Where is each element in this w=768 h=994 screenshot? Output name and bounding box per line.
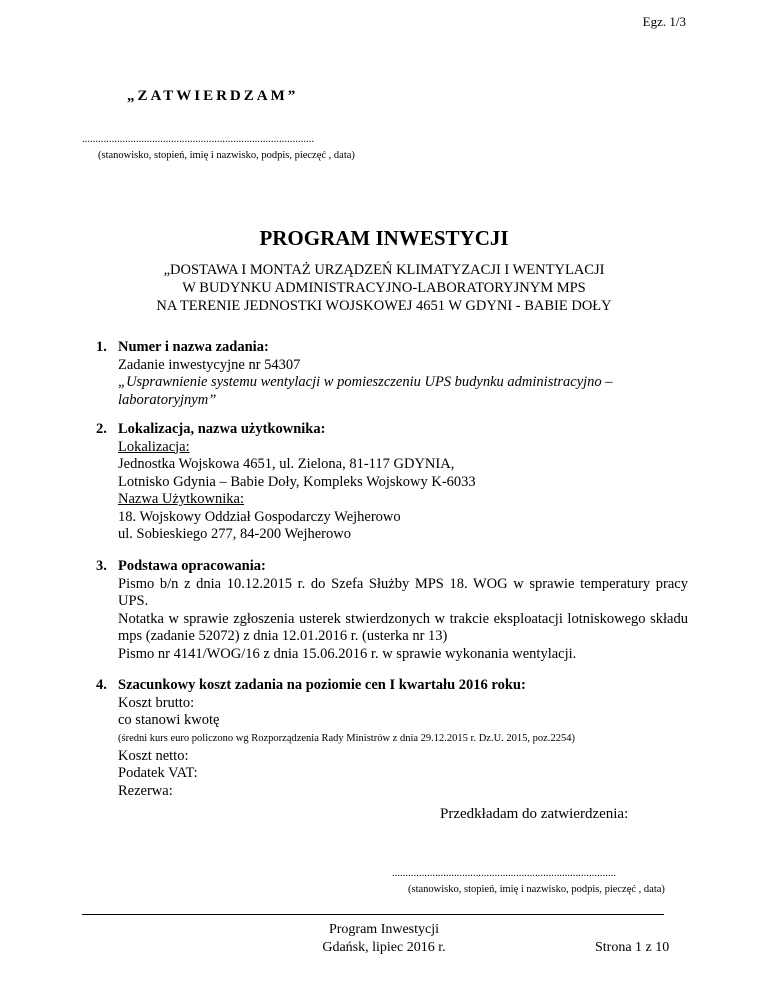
section-heading: Lokalizacja, nazwa użytkownika:	[118, 421, 326, 437]
submit-for-approval: Przedkładam do zatwierdzenia:	[440, 806, 629, 822]
page-number: Strona 1 z 10	[595, 940, 670, 955]
document-title: PROGRAM INWESTYCJI	[259, 226, 509, 250]
section-number: 2.	[96, 421, 107, 437]
section-cost	[96, 677, 688, 800]
section-heading: Podstawa opracowania:	[118, 558, 266, 574]
task-number: Zadanie inwestycyjne nr 54307	[118, 356, 301, 373]
footer-divider	[82, 914, 664, 915]
subtitle-line: „DOSTAWA I MONTAŻ URZĄDZEŃ KLIMATYZACJI I WENTYLACJI	[163, 262, 605, 278]
section-basis	[96, 558, 688, 663]
footer-title: Program Inwestycji	[328, 922, 440, 937]
location-label: Lokalizacja:	[118, 438, 190, 455]
copy-number: Egz. 1/3	[642, 14, 686, 29]
location-line: Jednostka Wojskowa 4651, ul. Zielona, 81-117 GDYNIA,	[118, 456, 455, 472]
user-line: 18. Wojskowy Oddział Gospodarczy Wejherowo	[118, 508, 401, 525]
exchange-rate-note: (średni kurs euro policzono wg Rozporządzenia Rady Ministrów z dnia 29.12.2015 r. Dz.U. 2015, poz.2254)	[118, 732, 575, 744]
footer-date: Gdańsk, lipiec 2016 r.	[322, 940, 446, 955]
signature-line: ...................................................................................	[392, 868, 617, 879]
section-heading: Szacunkowy koszt zadania na poziomie cen I kwartału 2016 roku:	[118, 677, 526, 693]
section-number: 1.	[96, 339, 107, 355]
subtitle-line: NA TERENIE JEDNOSTKI WOJSKOWEJ 4651 W GDYNI - BABIE DOŁY	[156, 298, 612, 314]
amount-label: co stanowi kwotę	[118, 712, 220, 728]
gross-cost-label: Koszt brutto:	[118, 694, 195, 711]
signature-line: ......................................................................................	[82, 134, 315, 145]
basis-item: Pismo b/n z dnia 10.12.2015 r. do Szefa Służby MPS 18. WOG w sprawie temperatury pracy UPS.	[118, 575, 688, 609]
user-line: ul. Sobieskiego 277, 84-200 Wejherowo	[118, 526, 351, 542]
net-cost-label: Koszt netto:	[118, 747, 189, 764]
basis-item: Pismo nr 4141/WOG/16 z dnia 15.06.2016 r. w sprawie wykonania wentylacji.	[118, 645, 577, 662]
section-heading: Numer i nazwa zadania:	[118, 339, 269, 355]
section-number: 4.	[96, 677, 107, 693]
basis-item: Notatka w sprawie zgłoszenia usterek stwierdzonych w trakcie eksploatacji lotniskowego składu mps (zadanie 52072) z dnia 12.01.2016 r. (usterka nr 13)	[118, 610, 688, 644]
subtitle-line: W BUDYNKU ADMINISTRACYJNO-LABORATORYJNYM MPS	[182, 280, 586, 296]
section-number: 3.	[96, 558, 107, 574]
approval-heading: „ZATWIERDZAM”	[127, 88, 299, 104]
task-name: „Usprawnienie systemu wentylacji w pomieszczeniu UPS budynku administracyjno – laboratoryjnym”	[118, 374, 613, 408]
section-task	[96, 339, 688, 409]
location-line: Lotnisko Gdynia – Babie Doły, Kompleks Wojskowy K-6033	[118, 473, 476, 490]
user-label: Nazwa Użytkownika:	[118, 491, 245, 507]
document-subtitle	[0, 261, 768, 315]
signature-caption: (stanowisko, stopień, imię i nazwisko, podpis, pieczęć , data)	[408, 884, 665, 895]
reserve-label: Rezerwa:	[118, 782, 173, 799]
signature-caption: (stanowisko, stopień, imię i nazwisko, podpis, pieczęć , data)	[98, 150, 355, 161]
section-location	[96, 421, 688, 544]
vat-label: Podatek VAT:	[118, 765, 198, 781]
